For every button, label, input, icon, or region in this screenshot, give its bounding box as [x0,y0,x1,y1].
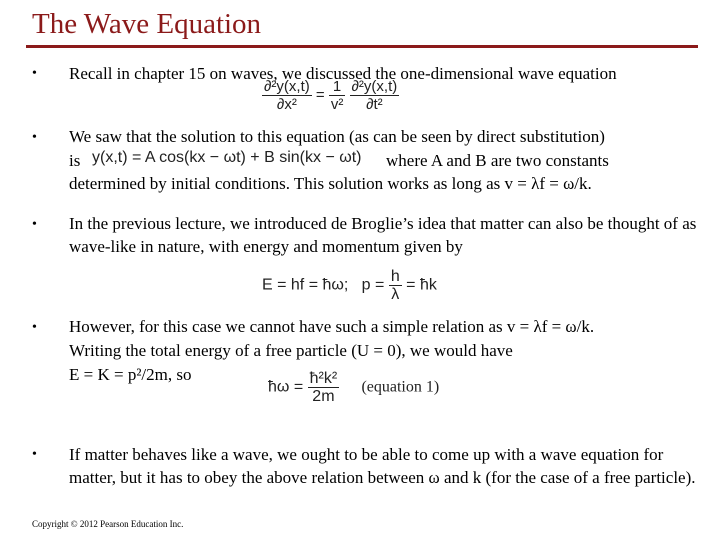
bullet-text-2-is: is [69,151,81,170]
bullet-text-4-line1: However, for this case we cannot have such a simple relation as v = λf = ω/k. [69,317,595,336]
bullet-text-2-where: where A and B are two constants [386,151,609,170]
bullet-text-4-line2: Writing the total energy of a free particle (U = 0), we would have [69,341,513,360]
bullet-text-4-line3: E = K = p²/2m, so [69,365,192,384]
bullet-marker: • [32,66,37,81]
bullet-marker: • [32,447,37,462]
bullet-text-2-line3: determined by initial conditions. This solution works as long as v = λf = ω/k. [69,174,592,193]
wave-solution: y(x,t) = A cos(kx − ωt) + B sin(kx − ωt) [92,149,362,166]
slide-title: The Wave Equation [32,8,262,40]
free-particle-dispersion: ħω = $\frac{\text{ħ²k²}}{2m}$ (equation 1) [268,370,440,405]
bullet-marker: • [32,217,37,232]
bullet-marker: • [32,320,37,335]
copyright-footer: Copyright © 2012 Pearson Education Inc. [32,519,184,529]
bullet-text-1: Recall in chapter 15 on waves, we discussed the one-dimensional wave equation [69,64,617,83]
bullet-text-5: If matter behaves like a wave, we ought to be able to come up with a wave equation for matter, but it has to obey the above relation between ω and k (for the case of a free particle). [69,445,696,487]
bullet-marker: • [32,130,37,145]
bullet-text-3: In the previous lecture, we introduced de Broglie’s idea that matter can also be thought of as wave-like in nature, with energy and momentum given by [69,214,697,256]
wave-equation: $\frac{\text{∂²y(x,t)}}{\text{∂x²}}$ = $\frac{1}{\text{v²}}$ $\frac{\text{∂²y(x,t)}}{\text{∂t²}}$ [264,78,398,113]
bullet-text-2-line1: We saw that the solution to this equation (as can be seen by direct substitution) [69,127,605,146]
title-divider [26,45,698,48]
de-broglie-relations: E = hf = ħω; p = $\frac{h}{\lambda}$ = ħk [262,268,437,303]
